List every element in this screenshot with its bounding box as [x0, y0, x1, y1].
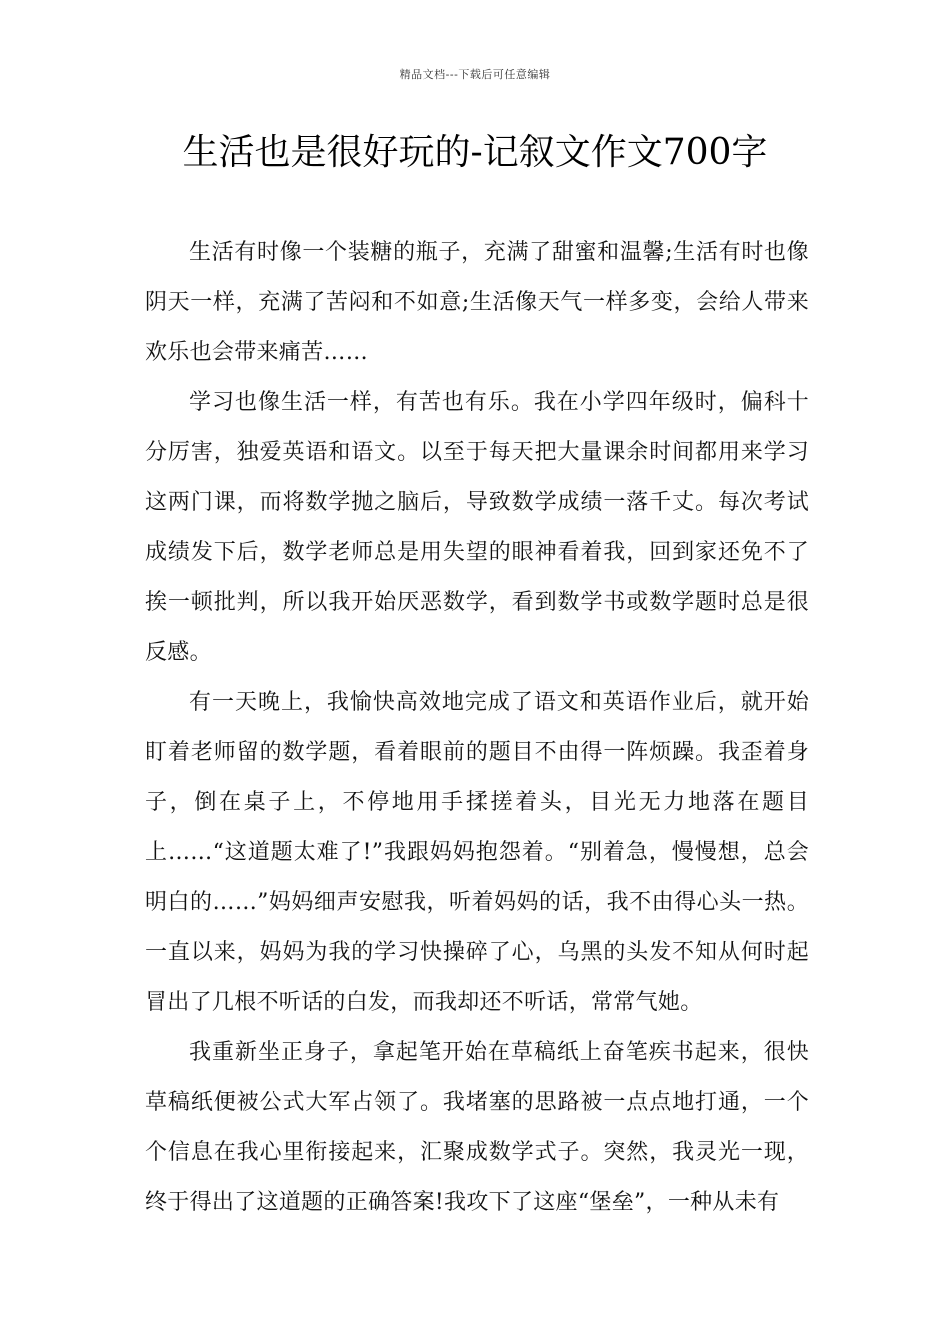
- paragraph-2: 学习也像生活一样，有苦也有乐。我在小学四年级时，偏科十分厉害，独爱英语和语文。以至于每天把大量课余时间都用来学习这两门课，而将数学抛之脑后，导致数学成绩一落千丈。每次考试成绩发下后，数学老师总是用失望的眼神看着我，回到家还免不了挨一顿批判，所以我开始厌恶数学，看到数学书或数学题时总是很反感。: [145, 390, 809, 665]
- paragraph-4: 我重新坐正身子，拿起笔开始在草稿纸上奋笔疾书起来，很快草稿纸便被公式大军占领了。我堵塞的思路被一点点地打通，一个个信息在我心里衔接起来，汇聚成数学式子。突然，我灵光一现，终于得出了这道题的正确答案!我攻下了这座“堡垒”，一种从未有: [145, 1040, 809, 1215]
- paragraph-1: 生活有时像一个装糖的瓶子，充满了甜蜜和温馨;生活有时也像阴天一样，充满了苦闷和不如意;生活像天气一样多变，会给人带来欢乐也会带来痛苦……: [145, 240, 809, 365]
- paragraph-3: 有一天晚上，我愉快高效地完成了语文和英语作业后，就开始盯着老师留的数学题，看着眼前的题目不由得一阵烦躁。我歪着身子，倒在桌子上，不停地用手揉搓着头，目光无力地落在题目上……“这道题太难了!”我跟妈妈抱怨着。“别着急，慢慢想，总会明白的……”妈妈细声安慰我，听着妈妈的话，我不由得心头一热。一直以来，妈妈为我的学习快操碎了心，乌黑的头发不知从何时起冒出了几根不听话的白发，而我却还不听话，常常气她。: [145, 690, 809, 1015]
- document-body: [145, 228, 809, 1228]
- header-note: 精品文档---下载后可任意编辑: [399, 68, 551, 81]
- document-title: 生活也是很好玩的-记叙文作文700字: [182, 132, 768, 173]
